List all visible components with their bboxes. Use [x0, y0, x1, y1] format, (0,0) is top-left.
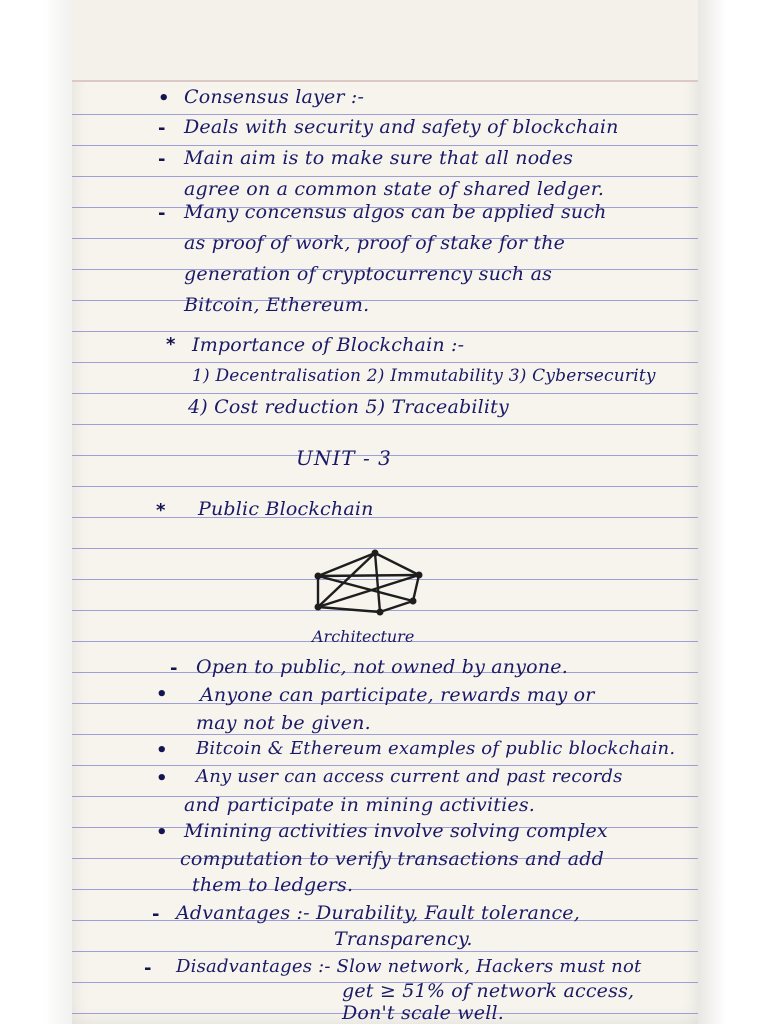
public-line: get ≥ 51% of network access, [342, 980, 635, 1002]
public-line: Bitcoin & Ethereum examples of public blockchain. [196, 738, 676, 759]
bullet-dot: • [156, 822, 168, 843]
consensus-line: as proof of work, proof of stake for the [184, 232, 566, 254]
network-edge [375, 553, 419, 575]
network-edge [380, 601, 413, 612]
bullet-dash: - [158, 118, 166, 139]
public-line: Any user can access current and past records [196, 766, 623, 787]
architecture-caption: Architecture [312, 627, 415, 646]
ruled-line [72, 393, 698, 394]
network-node [315, 573, 322, 580]
consensus-line: generation of cryptocurrency such as [184, 263, 553, 285]
background-right [698, 0, 768, 1024]
ruled-line [72, 145, 698, 146]
network-node [377, 609, 384, 616]
importance-line: 1) Decentralisation 2) Immutability 3) Cybersecurity [192, 366, 656, 386]
ruled-line [72, 734, 698, 735]
bullet-dash: - [144, 958, 152, 979]
consensus-heading: Consensus layer :- [184, 86, 365, 108]
public-line: Minining activities involve solving complex [184, 820, 608, 842]
ruled-line [72, 517, 698, 518]
public-line: them to ledgers. [192, 874, 354, 896]
public-line: and participate in mining activities. [184, 794, 536, 816]
network-node [315, 604, 322, 611]
bullet-star: * [156, 500, 166, 521]
bullet-dash: - [158, 149, 166, 170]
public-line: Transparency. [334, 928, 473, 950]
header-margin-line [72, 80, 698, 82]
bullet-dash: - [152, 904, 160, 925]
ruled-line [72, 486, 698, 487]
bullet-dot: • [156, 740, 168, 761]
public-line: Open to public, not owned by anyone. [196, 656, 568, 678]
ruled-line [72, 889, 698, 890]
unit-heading: UNIT - 3 [296, 446, 392, 470]
public-heading: Public Blockchain [198, 498, 374, 520]
public-line: Don't scale well. [342, 1002, 504, 1024]
ruled-line [72, 951, 698, 952]
ruled-line [72, 424, 698, 425]
bullet-dash: - [158, 203, 166, 224]
public-line: may not be given. [196, 712, 371, 734]
architecture-diagram [312, 545, 428, 623]
importance-heading: Importance of Blockchain :- [192, 334, 465, 356]
public-line: computation to verify transactions and add [180, 848, 604, 870]
consensus-line: Many concensus algos can be applied such [184, 201, 607, 223]
public-line: Anyone can participate, rewards may or [200, 684, 595, 706]
ruled-line [72, 300, 698, 301]
bullet-star: * [166, 334, 176, 355]
ruled-line [72, 331, 698, 332]
network-edge [375, 553, 380, 612]
network-node [372, 550, 379, 557]
network-edge [318, 607, 380, 612]
top-margin [72, 0, 698, 82]
network-edge [318, 576, 413, 601]
consensus-line: Bitcoin, Ethereum. [184, 294, 370, 316]
consensus-line: agree on a common state of shared ledger. [184, 178, 605, 200]
public-line: Disadvantages :- Slow network, Hackers must not [176, 956, 642, 977]
ruled-line [72, 114, 698, 115]
ruled-line [72, 176, 698, 177]
bullet-dot: • [156, 768, 168, 789]
bullet-dot: • [156, 684, 168, 705]
ruled-line [72, 362, 698, 363]
network-edge [413, 575, 419, 601]
bullet-dot: • [158, 88, 170, 109]
public-line: Advantages :- Durability, Fault tolerance, [176, 902, 580, 924]
background-left [0, 0, 72, 1024]
bullet-dash: - [170, 658, 178, 679]
network-node [410, 598, 417, 605]
consensus-line: Deals with security and safety of blockchain [184, 116, 619, 138]
notebook-page [72, 0, 698, 1024]
network-node [416, 572, 423, 579]
network-edge [318, 553, 375, 576]
network-edge [318, 575, 419, 576]
consensus-line: Main aim is to make sure that all nodes [184, 147, 574, 169]
importance-line: 4) Cost reduction 5) Traceability [188, 396, 509, 418]
